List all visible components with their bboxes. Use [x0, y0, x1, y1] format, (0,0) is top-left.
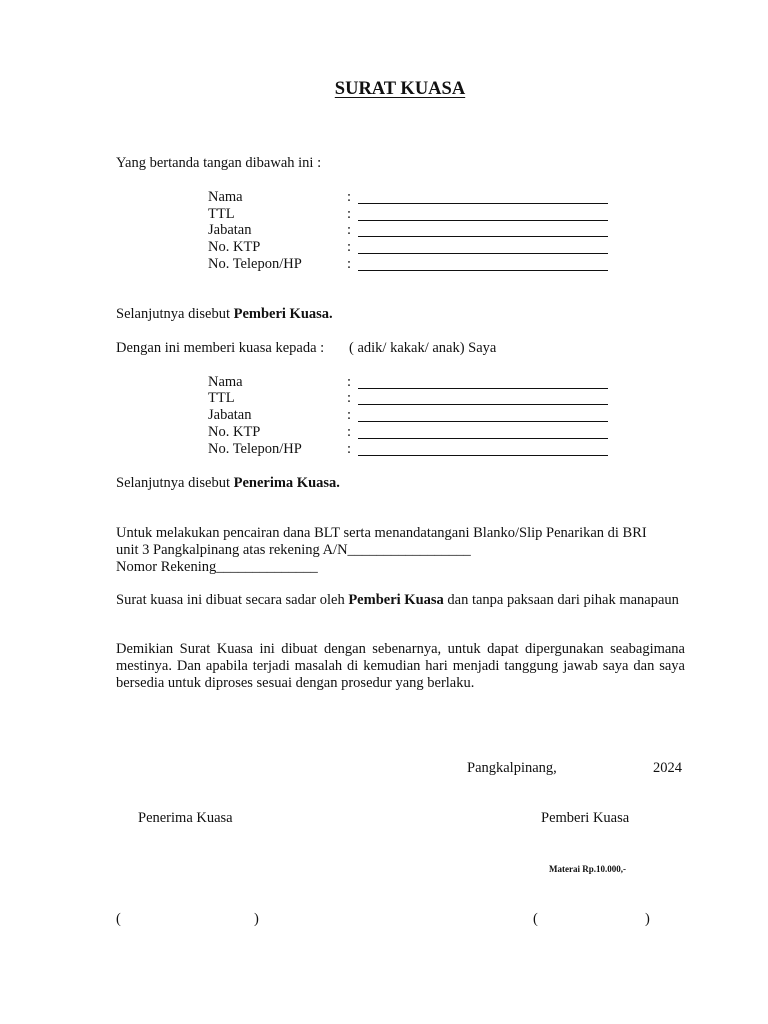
fill-line-ktp[interactable] — [358, 253, 608, 254]
closing-paragraph: Demikian Surat Kuasa ini dibuat dengan sebenarnya, untuk dapat dipergunakan seabagimana mestinya. Dan apabila terjadi masalah di kemudian hari menjadi tanggung jawab saya dan saya bersedia untuk diproses sesuai dengan prosedur yang berlaku. — [116, 641, 685, 691]
receiver-designation — [116, 475, 340, 492]
receiver-paren-open: ( — [116, 911, 121, 927]
field-colon: : — [347, 441, 352, 457]
grant-option: ( adik/ kakak/ anak) Saya — [349, 340, 497, 356]
voluntary-text-b: dan tanpa paksaan dari pihak manapaun — [443, 592, 679, 608]
field-colon: : — [347, 256, 352, 272]
field-colon: : — [347, 239, 352, 255]
field-colon: : — [347, 407, 352, 423]
field-label-ktp: No. KTP — [208, 239, 261, 255]
field-colon: : — [347, 390, 352, 406]
fill-line-nama[interactable] — [358, 203, 608, 204]
field-label-nama: Nama — [208, 189, 243, 205]
voluntary-paragraph — [116, 592, 685, 609]
giver-designation — [116, 306, 333, 323]
receiver-designation-bold: Penerima Kuasa. — [233, 475, 340, 491]
place-label: Pangkalpinang, — [467, 760, 557, 776]
field-label-ktp: No. KTP — [208, 424, 261, 440]
field-colon: : — [347, 189, 352, 205]
grant-text: Dengan ini memberi kuasa kepada : — [116, 340, 325, 356]
fill-line-jabatan[interactable] — [358, 421, 608, 422]
field-label-telepon: No. Telepon/HP — [208, 256, 302, 272]
field-colon: : — [347, 374, 352, 390]
fill-line-ttl[interactable] — [358, 220, 608, 221]
fill-line-nama[interactable] — [358, 388, 608, 389]
purpose-line-2: unit 3 Pangkalpinang atas rekening A/N_________________ — [116, 542, 471, 558]
voluntary-text-a: Surat kuasa ini dibuat secara sadar oleh — [116, 592, 349, 608]
giver-paren-close: ) — [645, 911, 650, 927]
receiver-designation-prefix: Selanjutnya disebut — [116, 475, 234, 491]
intro-text: Yang bertanda tangan dibawah ini : — [116, 155, 322, 171]
giver-paren-open: ( — [533, 911, 538, 927]
field-label-jabatan: Jabatan — [208, 222, 252, 238]
sign-giver-label: Pemberi Kuasa — [541, 810, 630, 826]
sign-receiver-label: Penerima Kuasa — [138, 810, 233, 826]
stamp-note: Materai Rp.10.000,- — [549, 864, 626, 874]
fill-line-telepon[interactable] — [358, 270, 608, 271]
fill-line-jabatan[interactable] — [358, 236, 608, 237]
field-label-nama: Nama — [208, 374, 243, 390]
field-label-ttl: TTL — [208, 206, 235, 222]
field-colon: : — [347, 424, 352, 440]
field-colon: : — [347, 206, 352, 222]
field-label-telepon: No. Telepon/HP — [208, 441, 302, 457]
document-title: SURAT KUASA — [334, 79, 466, 99]
field-label-jabatan: Jabatan — [208, 407, 252, 423]
purpose-line-3: Nomor Rekening______________ — [116, 559, 318, 575]
giver-designation-prefix: Selanjutnya disebut — [116, 306, 234, 322]
purpose-line-1: Untuk melakukan pencairan dana BLT serta menandatangani Blanko/Slip Penarikan di BRI — [116, 525, 647, 541]
receiver-paren-close: ) — [254, 911, 259, 927]
giver-designation-bold: Pemberi Kuasa. — [233, 306, 333, 322]
fill-line-ktp[interactable] — [358, 438, 608, 439]
voluntary-bold: Pemberi Kuasa — [348, 592, 444, 608]
field-label-ttl: TTL — [208, 390, 235, 406]
year-label: 2024 — [653, 760, 682, 776]
fill-line-ttl[interactable] — [358, 404, 608, 405]
field-colon: : — [347, 222, 352, 238]
fill-line-telepon[interactable] — [358, 455, 608, 456]
